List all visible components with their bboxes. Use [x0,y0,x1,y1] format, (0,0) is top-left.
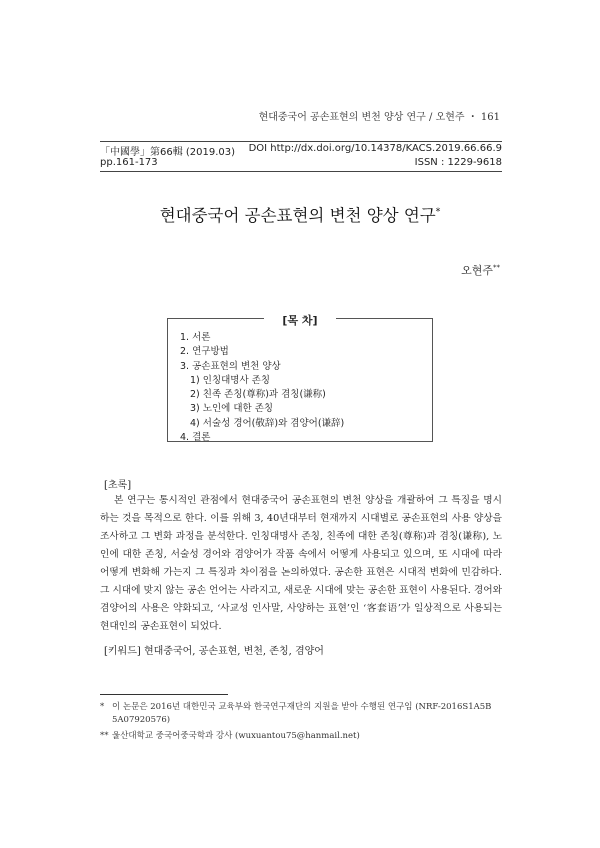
running-header: 현대중국어 공손표현의 변천 양상 연구 / 오현주 ・ 161 [258,112,500,123]
toc-item: 4. 결론 [180,432,211,444]
author-footnote-mark: ** [493,263,500,272]
footnote-rule [100,694,228,695]
paper-title [0,202,600,226]
toc-item: 1. 서론 [180,332,211,343]
abstract-text: 본 연구는 통시적인 관점에서 현대중국어 공손표현의 변천 양상을 개괄하여 그 특징을 명시하는 것을 목적으로 한다. 이를 위해 3, 40년대부터 현재까지 시대별로 공손표현의 사용 양상을 조사하고 그 변화 과정을 분석한다. 인칭대명사 존칭, 친족에 대한 존칭(尊称)과 겸칭(谦称), 노인에 대한 존칭, 서술성 경어와 겸양어가 작품 속에서 어떻게 사용되고 있으며, 또 시대에 따라 어떻게 변화해 가는지 그 특징과 차이점을 논의하였다. 공손한 표현은 시대적 변화에 민감하다. 그 시대에 맞지 않는 공손 언어는 사라지고, 새로운 시대에 맞는 공손한 표현이 사용된다. 경어와 겸양어의 사용은 약화되고, ‘사교성 인사말, 사양하는 표현’인 ‘客套语’가 일상적으로 사용되는 현대인의 공손표현이 되었다. [100,495,502,632]
toc-subitem: 4) 서술성 경어(敬辞)와 겸양어(谦辞) [190,417,345,429]
footnote-2-mark: ** [100,731,109,741]
author-name [461,262,500,278]
toc-item: 3. 공손표현의 변천 양상 [180,360,281,372]
journal-citation: 「中國學」第66輯 (2019.03) [100,147,236,158]
meta-bottom-rule [100,171,502,172]
toc-title: [목 차] [264,312,336,328]
paper-title-text: 현대중국어 공손표현의 변천 양상 연구 [159,206,436,225]
toc-subitem: 1) 인칭대명사 존칭 [190,374,271,386]
footnote-2-text: 울산대학교 중국어중국학과 강사 (wuxuantou75@hanmail.net) [112,731,360,741]
toc-subitem: 3) 노인에 대한 존칭 [190,403,274,415]
toc-item: 2. 연구방법 [180,346,229,358]
footnote-1-mark: * [100,702,105,712]
title-footnote-mark: * [435,207,441,218]
footnote-1-line-2: 5A07920576) [112,715,171,725]
meta-top-rule [100,141,502,142]
abstract-label: [초록] [104,480,132,491]
toc-list [180,331,344,445]
issn: ISSN : 1229-9618 [414,157,502,168]
footnote-1 [100,701,502,727]
keywords: [키워드] 현대중국어, 공손표현, 변천, 존칭, 겸양어 [104,646,324,657]
toc-subitem: 2) 친족 존칭(尊称)과 겸칭(谦称) [190,389,326,401]
doi-link[interactable]: DOI http://dx.doi.org/10.14378/KACS.2019.66.66.9 [248,143,502,154]
footnote-2 [100,730,502,743]
author-name-text: 오현주 [461,264,493,277]
page-range: pp.161-173 [100,157,158,168]
footnote-1-line-1: 이 논문은 2016년 대한민국 교육부와 한국연구재단의 지원을 받아 수행된 연구임 (NRF-2016S1A5B [112,702,492,712]
